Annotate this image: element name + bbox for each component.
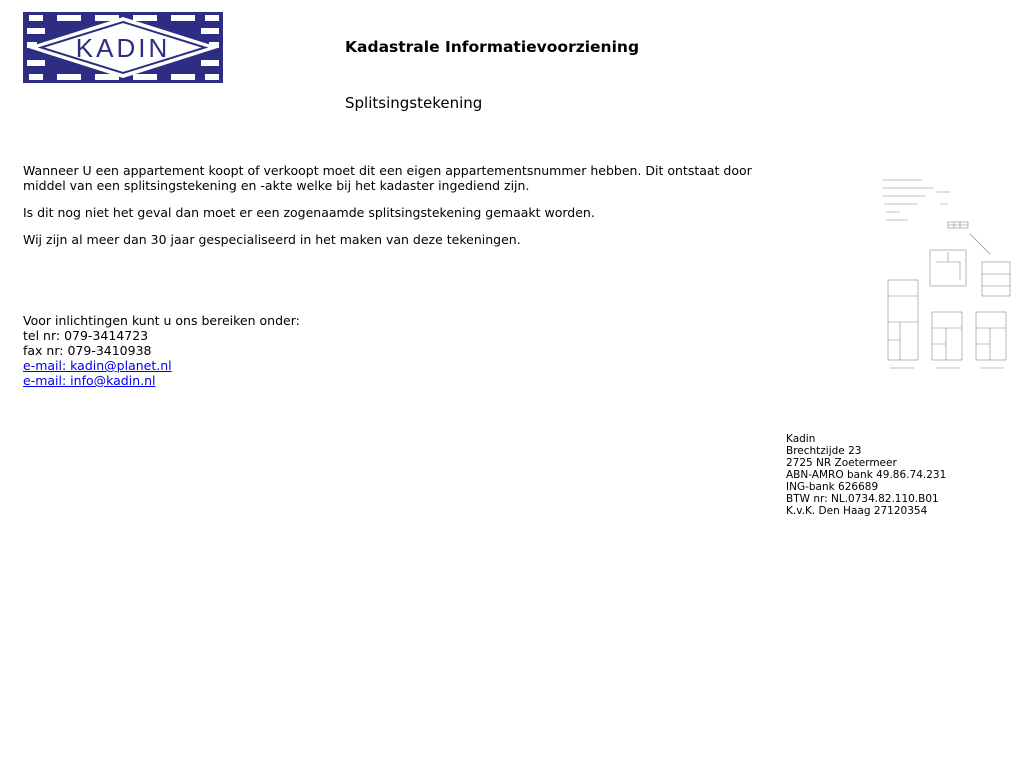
- bank-account-ing: ING-bank 626689: [786, 481, 879, 493]
- company-name: Kadin: [786, 433, 816, 445]
- chamber-of-commerce-number: K.v.K. Den Haag 27120354: [786, 505, 928, 517]
- page-subtitle: Splitsingstekening: [345, 94, 483, 112]
- vat-number: BTW nr: NL.0734.82.110.B01: [786, 493, 939, 505]
- fax-number: fax nr: 079-3410938: [23, 343, 152, 358]
- site-title: Kadastrale Informatievoorziening: [345, 38, 640, 56]
- email-link-info[interactable]: e-mail: info@kadin.nl: [23, 373, 156, 388]
- email-link-planet[interactable]: e-mail: kadin@planet.nl: [23, 358, 172, 373]
- kadin-logo: [23, 12, 223, 83]
- intro-paragraph-1: Wanneer U een appartement koopt of verkoopt moet dit een eigen appartementsnummer hebben. Dit ontstaat door middel van een splitsingstekening en -akte welke bij het kadaster ingediend zijn.: [23, 163, 752, 193]
- floor-plan-drawing: [870, 172, 1020, 380]
- contact-block: [23, 313, 300, 388]
- company-city: 2725 NR Zoetermeer: [786, 457, 897, 469]
- intro-paragraph-2: Is dit nog niet het geval dan moet er een zogenaamde splitsingstekening gemaakt worden.: [23, 205, 595, 220]
- bank-account-abn: ABN-AMRO bank 49.86.74.231: [786, 469, 947, 481]
- phone-number: tel nr: 079-3414723: [23, 328, 149, 343]
- company-details: [786, 433, 946, 517]
- intro-text: [23, 163, 793, 259]
- intro-paragraph-3: Wij zijn al meer dan 30 jaar gespecialiseerd in het maken van deze tekeningen.: [23, 232, 521, 247]
- kadin-logo-graphic: [23, 12, 223, 83]
- splitsingstekening-example-image: [870, 172, 1020, 380]
- contact-heading: Voor inlichtingen kunt u ons bereiken onder:: [23, 313, 300, 328]
- company-street: Brechtzijde 23: [786, 445, 862, 457]
- logo-wordmark: KADIN: [75, 33, 171, 63]
